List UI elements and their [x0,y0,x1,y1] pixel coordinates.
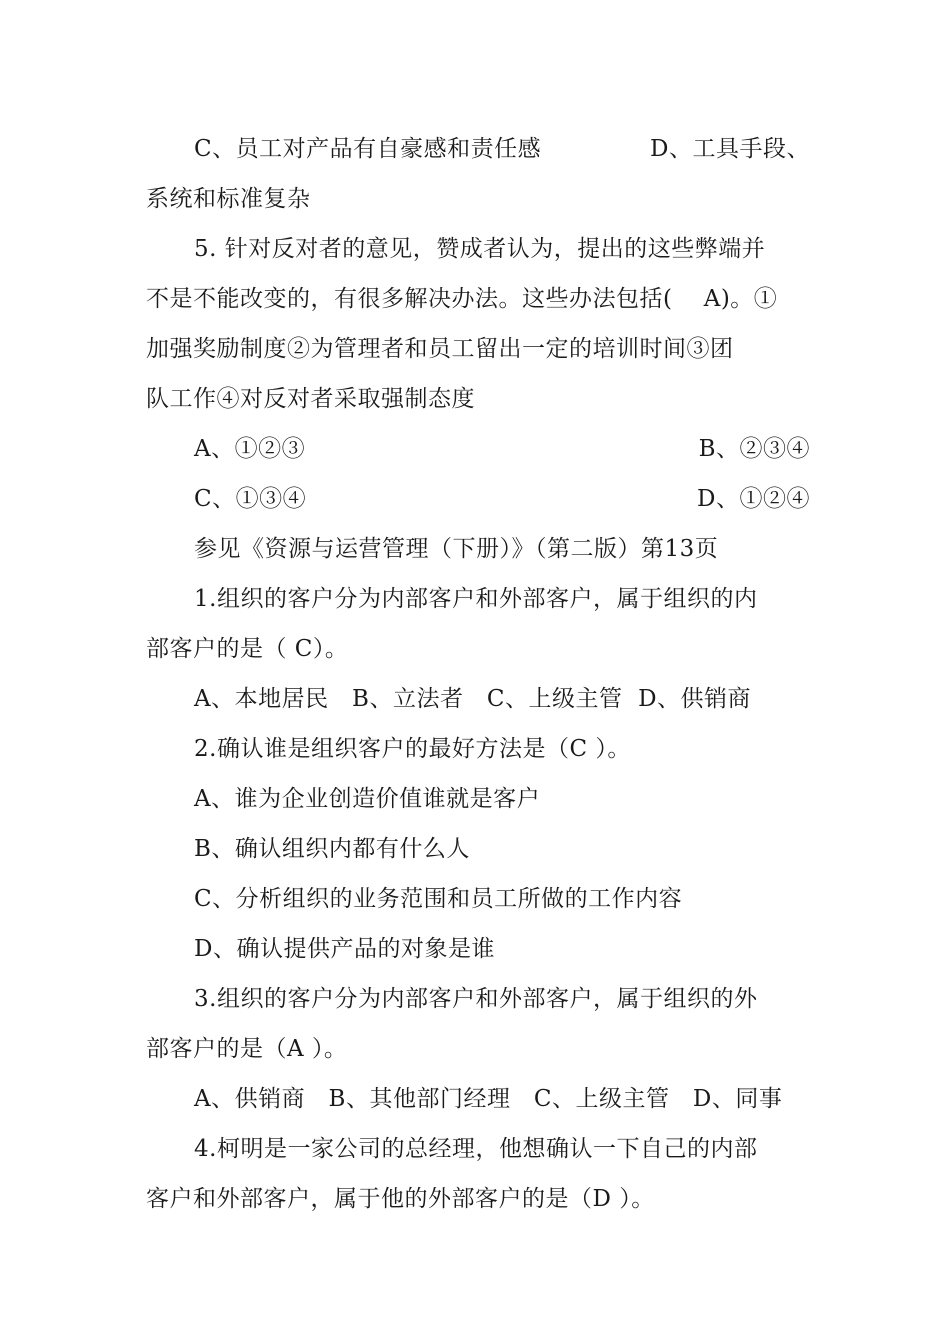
option-a: A、①②③ [194,436,306,462]
question-1: 1.组织的客户分为内部客户和外部客户，属于组织的内 [194,586,758,612]
text-line: 客户和外部客户，属于他的外部客户的是（D ）。 [146,1186,655,1212]
option-c: C、①③④ [194,486,307,512]
option-row-c-d [194,134,810,164]
text-line: 不是不能改变的，有很多解决办法。这些办法包括( A)。① [146,286,778,312]
question-4: 4.柯明是一家公司的总经理，他想确认一下自己的内部 [194,1136,758,1162]
options-line: A、本地居民 B、立法者 C、上级主管 D、供销商 [194,686,752,712]
option-c: C、员工对产品有自豪感和责任感 [194,136,542,162]
question-5: 5. 针对反对者的意见，赞成者认为，提出的这些弊端并 [194,236,766,262]
text-line: 部客户的是（A ）。 [146,1036,348,1062]
text-line: 部客户的是（ C）。 [146,636,349,662]
option-d: D、确认提供产品的对象是谁 [194,936,495,962]
question-2: 2.确认谁是组织客户的最好方法是（C ）。 [194,736,631,762]
text-line: 队工作④对反对者采取强制态度 [146,386,475,412]
option-a: A、谁为企业创造价值谁就是客户 [194,786,541,812]
option-d: D、工具手段、 [650,136,810,162]
option-b: B、确认组织内都有什么人 [194,836,470,862]
option-d: D、①②④ [697,486,810,512]
options-line: A、供销商 B、其他部门经理 C、上级主管 D、同事 [194,1086,783,1112]
reference-line: 参见《资源与运营管理（下册）》（第二版）第13页 [194,536,719,562]
question-3: 3.组织的客户分为内部客户和外部客户，属于组织的外 [194,986,758,1012]
option-b: B、②③④ [698,436,810,462]
text-line: 加强奖励制度②为管理者和员工留出一定的培训时间③团 [146,336,734,362]
option-row-a-b [194,434,810,464]
text-line: 系统和标准复杂 [146,186,311,212]
option-c: C、分析组织的业务范围和员工所做的工作内容 [194,886,683,912]
option-row-c-d [194,484,810,514]
